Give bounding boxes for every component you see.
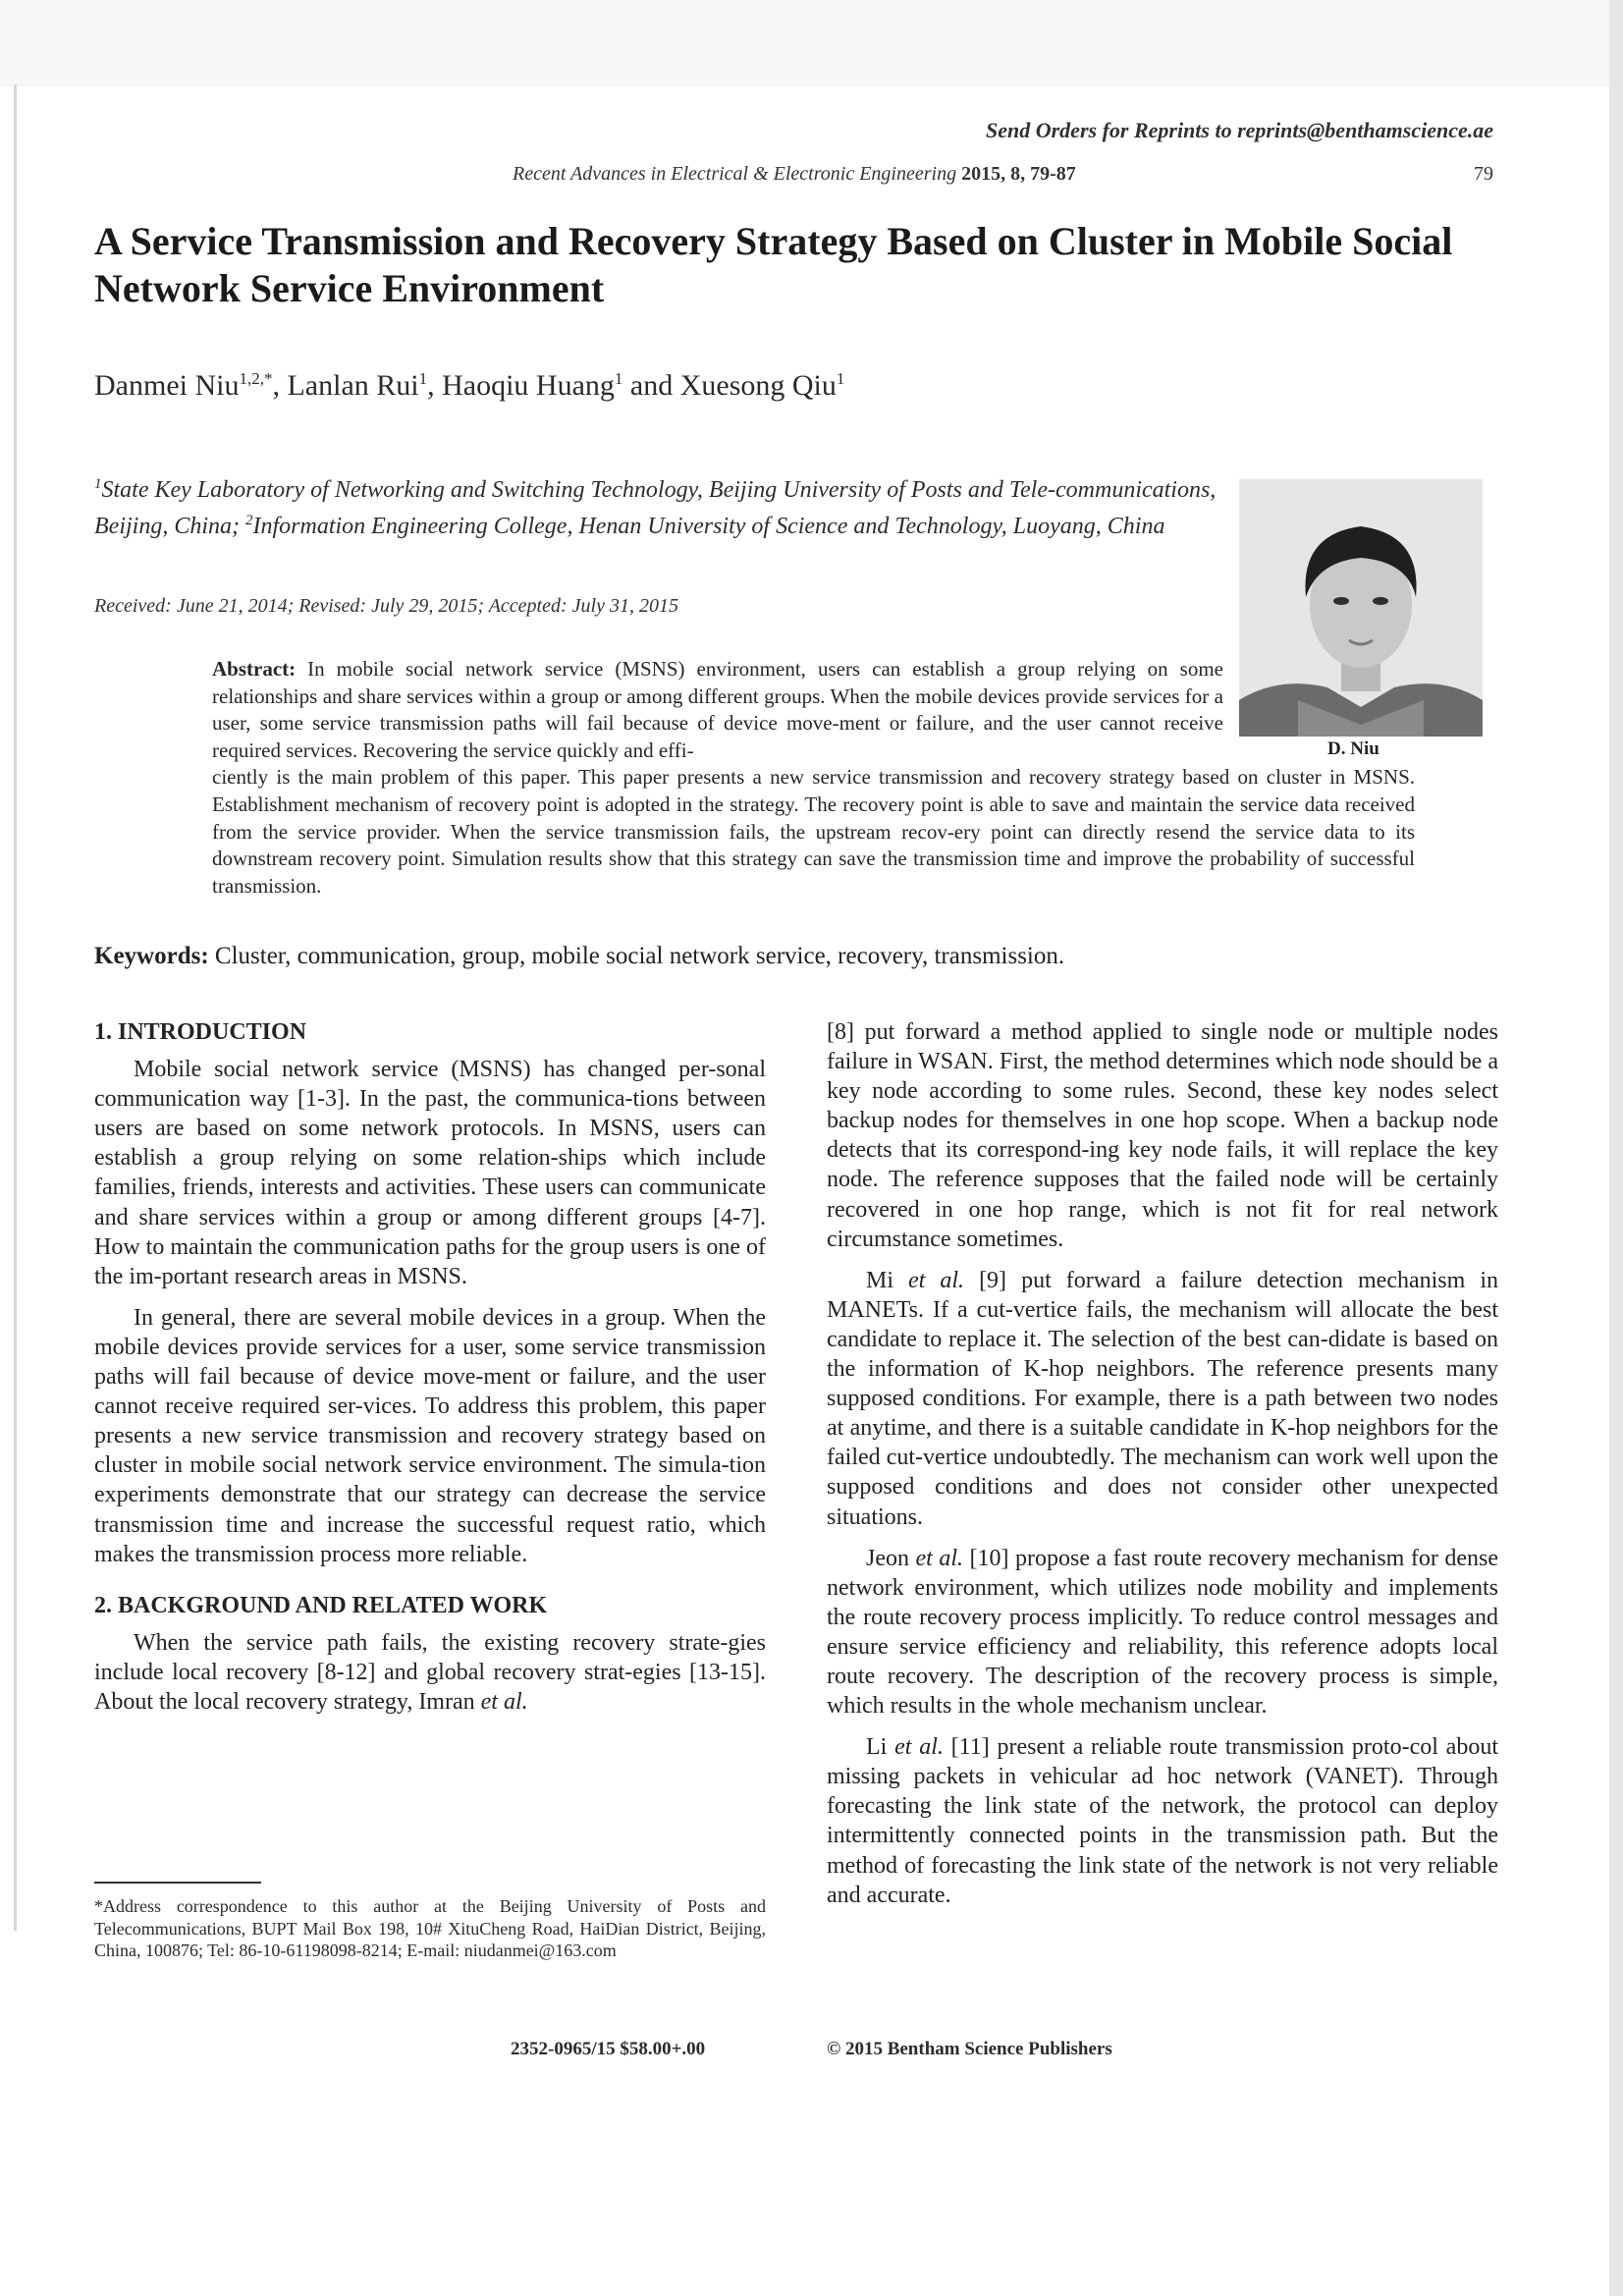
copyright-notice: © 2015 Bentham Science Publishers [827,2039,1112,2059]
paper-title: A Service Transmission and Recovery Strategy Based on Cluster in Mobile Social Network Service Environment [94,219,1453,310]
author-superscript: 1 [836,369,845,388]
paragraph [827,1266,1498,1532]
author-superscript: 1 [418,369,428,388]
abstract [212,656,1415,900]
journal-name: Recent Advances in Electrical & Electronic Engineering [513,163,957,185]
abstract-wrapped-part [212,656,1223,764]
right-column [827,1017,1498,1922]
keywords-label: Keywords: [94,943,209,969]
paragraph [94,1628,766,1717]
abstract-label: Abstract: [212,657,297,681]
correspondence-footnote: *Address correspondence to this author at the Beijing University of Posts and Telecommunications, BUPT Mail Box 198, 10# XituCheng Road, HaiDian District, Beijing, China, 100876; Tel: 86-10-61198098-8214; E-mail: niudanmei@163.com [94,1896,766,1960]
footnote-divider [94,1882,261,1884]
affiliation-superscript: 1 [94,476,102,492]
author-name: , Haoqiu Huang [427,369,615,402]
abstract-text: ciently is the main problem of this paper. This paper presents a new service transmission and recovery strategy based on cluster in MSNS. Establishment mechanism of recovery point is adopted in the strategy. The recovery point is able to save and maintain the service data received from the service provider. When the service transmission fails, the upstream recov-ery point can directly resend the service data to its downstream recovery point. Simulation results show that this strategy can save the transmission time and improve the probability of successful transmission. [212,765,1415,898]
section-heading: 1. INTRODUCTION [94,1019,307,1045]
keywords [94,943,1064,970]
paragraph [827,1544,1498,1722]
author-name: Danmei Niu [94,369,240,402]
abstract-text: In mobile social network service (MSNS) environment, users can establish a group relying on some relationships and share services within a group or among different groups. When the mobile devices provide services for a user, some service transmission paths will fail because of device move-ment or failure, and the user cannot receive required services. Recovering the service quickly and effi- [212,657,1223,762]
paragraph-text: Li [866,1734,895,1761]
paragraph [827,1732,1498,1910]
paragraph-text: [9] put forward a failure detection mechanism in MANETs. If a cut-vertice fails, the mechanism will allocate the best candidate to replace it. The selection of the best can-didate is based on the information of K-hop neighbors. The reference presents many supposed conditions. For example, there is a path between two nodes at anytime, and there is a suitable candidate in K-hop neighbors for the failed cut-vertice undoubtedly. The mechanism can work well upon the supposed conditions and does not consider other unexpected situations. [827,1267,1498,1530]
journal-volume: 2015, 8, 79-87 [961,163,1076,185]
reprints-notice: Send Orders for Reprints to reprints@benthamscience.ae [986,118,1493,142]
journal-citation [513,163,1076,186]
affiliation-text: State Key Laboratory of Networking and Switching Technology, Beijing University of Posts and Tele-communications, Beijing, China; [94,477,1217,539]
section-heading: 2. BACKGROUND AND RELATED WORK [94,1592,548,1618]
issn-price: 2352-0965/15 $58.00+.00 [511,2039,706,2059]
keywords-text: Cluster, communication, group, mobile social network service, recovery, transmission. [208,943,1065,969]
affiliation-text: Information Engineering College, Henan University of Science and Technology, Luoyang, China [252,514,1165,539]
page-number: 79 [1474,163,1493,185]
paragraph-text: [11] present a reliable route transmission proto-col about missing packets in vehicular ad hoc network (VANET). Through forecasting the link state of the network, the protocol can deploy intermittently connected points in the transmission path. But the method of forecasting the link state of the network is not very reliable and accurate. [827,1734,1498,1908]
author-superscript: 1,2,* [239,369,273,388]
etal-italic: et al. [908,1267,965,1293]
author-name: , Lanlan Rui [272,369,419,402]
paragraph: [8] put forward a method applied to single node or multiple nodes failure in WSAN. First, the method determines which node should be a key node according to some rules. Second, these key nodes select backup nodes for themselves in one hop scope. When a backup node detects that its correspond-ing key node fails, it will replace the key node. The reference supposes that the failed node will be certainly recovered in one hop range, which is not fit for real network circumstance sometimes. [827,1019,1498,1252]
etal-italic: et al. [894,1734,944,1761]
author-list [94,369,844,403]
photo-caption: D. Niu [1327,738,1380,759]
received-dates: Received: June 21, 2014; Revised: July 29, 2015; Accepted: July 31, 2015 [94,595,678,617]
paragraph-text: When the service path fails, the existing recovery strate-gies include local recovery [8-12] and global recovery strat-egies [13-15]. About the local recovery strategy, Imran [94,1629,766,1715]
affiliation-superscript: 2 [244,513,253,528]
affiliations [94,469,1223,542]
paragraph-text: Jeon [866,1545,916,1571]
paragraph-text: Mi [866,1267,909,1293]
author-name: and Xuesong Qiu [622,369,837,402]
paragraph: In general, there are several mobile devices in a group. When the mobile devices provide services for a user, some service transmission paths will fail because of device move-ment or failure, and the user cannot receive required ser-vices. To address this problem, this paper presents a new service transmission and recovery strategy based on cluster in mobile social network service environment. The simula-tion experiments demonstrate that our strategy can decrease the service transmission time and increase the successful request ratio, which makes the transmission process more reliable. [94,1304,766,1567]
etal-italic: et al. [915,1545,963,1571]
paragraph-text: [10] propose a fast route recovery mechanism for dense network environment, which utilizes node mobility and implements the route recovery process implicitly. To reduce control messages and ensure service efficiency and reliability, this reference adopts local route recovery. The description of the recovery process is simple, which results in the whole mechanism unclear. [827,1545,1498,1720]
paragraph: Mobile social network service (MSNS) has changed per-sonal communication way [1-3]. In the past, the communica-tions between users are based on some network protocols. In MSNS, users can establish a group relying on some relation-ships which include families, friends, interests and activities. These users can communicate and share services within a group or among different groups [4-7]. How to maintain the communication paths for the group users is one of the im-portant research areas in MSNS. [94,1057,766,1289]
left-column [94,1017,766,1728]
author-superscript: 1 [614,369,623,388]
etal-italic: et al. [480,1688,528,1715]
